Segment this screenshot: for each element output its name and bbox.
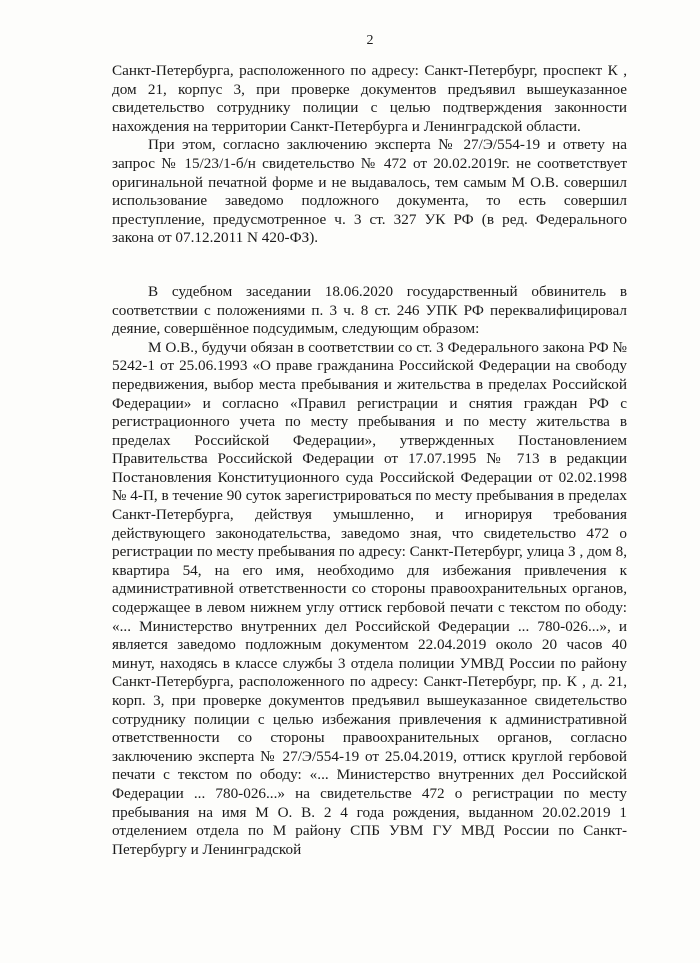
paragraph-court-session: В судебном заседании 18.06.2020 государственный обвинитель в соответствии с положениями п. 3 ч. 8 ст. 246 УПК РФ переквалифицировал деяние, совершённое подсудимым, следующим образом: <box>112 282 627 338</box>
paragraph-requalification: М О.В., будучи обязан в соответствии со ст. 3 Федерального закона РФ № 5242-1 от 25.06.1993 «О праве гражданина Российской Федерации на свободу передвижения, выбор места пребывания и жительства в пределах Российской Федерации» и согласно «Правил регистрации и снятия граждан РФ с регистрационного учета по месту пребывания и по месту жительства в пределах Российской Федерации», утвержденных Постановлением Правительства Российской Федерации от 17.07.1995 № 713 в редакции Постановления Конституционного суда Российской Федерации от 02.02.1998 № 4-П, в течение 90 суток зарегистрироваться по месту пребывания в пределах Санкт-Петербурга, действуя умышленно, и игнорируя требования действующего законодательства, заведомо зная, что свидетельство 472 о регистрации по месту пребывания по адресу: Санкт-Петербург, улица З , дом 8, квартира 54, на его имя, необходимо для избежания привлечения к административной ответственности со стороны правоохранительных органов, содержащее в левом нижнем углу оттиск гербовой печати с текстом по ободу: «... Министерство внутренних дел Российской Федерации ... 780-026...», и является заведомо подложным документом 22.04.2019 около 20 часов 40 минут, находясь в классе службы 3 отдела полиции УМВД России по району Санкт-Петербурга, расположенного по адресу: Санкт-Петербург, пр. К , д. 21, корп. 3, при проверке документов предъявил вышеуказанное свидетельство сотруднику полиции с целью избежания привлечения к административной ответственности со стороны правоохранительных органов, согласно заключению эксперта № 27/Э/554-19 от 25.04.2019, оттиск круглой гербовой печати с текстом по ободу: «... Министерство внутренних дел Российской Федерации ... 780-026...» на свидетельстве 472 о регистрации по месту пребывания на имя М О. В. 2 4 года рождения, выданном 20.02.2019 1 отделением отдела по М району СПБ УВМ ГУ МВД России по Санкт-Петербургу и Ленинградской <box>112 338 627 858</box>
document-body <box>112 62 627 859</box>
paragraph-gap <box>112 248 627 283</box>
paragraph-continuation: Санкт-Петербурга, расположенного по адресу: Санкт-Петербург, проспект К , дом 21, корпус 3, при проверке документов предъявил вышеуказанное свидетельство сотруднику полиции с целью подтверждения законности нахождения на территории Санкт-Петербурга и Ленинградской области. <box>112 62 627 135</box>
paragraph-expert-conclusion: При этом, согласно заключению эксперта № 27/Э/554-19 и ответу на запрос № 15/23/1-б/н свидетельство № 472 от 20.02.2019г. не соответствует оригинальной печатной форме и не выдавалось, тем самым М О.В. совершил использование заведомо подложного документа, то есть совершил преступление, предусмотренное ч. 3 ст. 327 УК РФ (в ред. Федерального закона от 07.12.2011 N 420-ФЗ). <box>112 136 627 247</box>
page-number: 2 <box>366 33 374 48</box>
